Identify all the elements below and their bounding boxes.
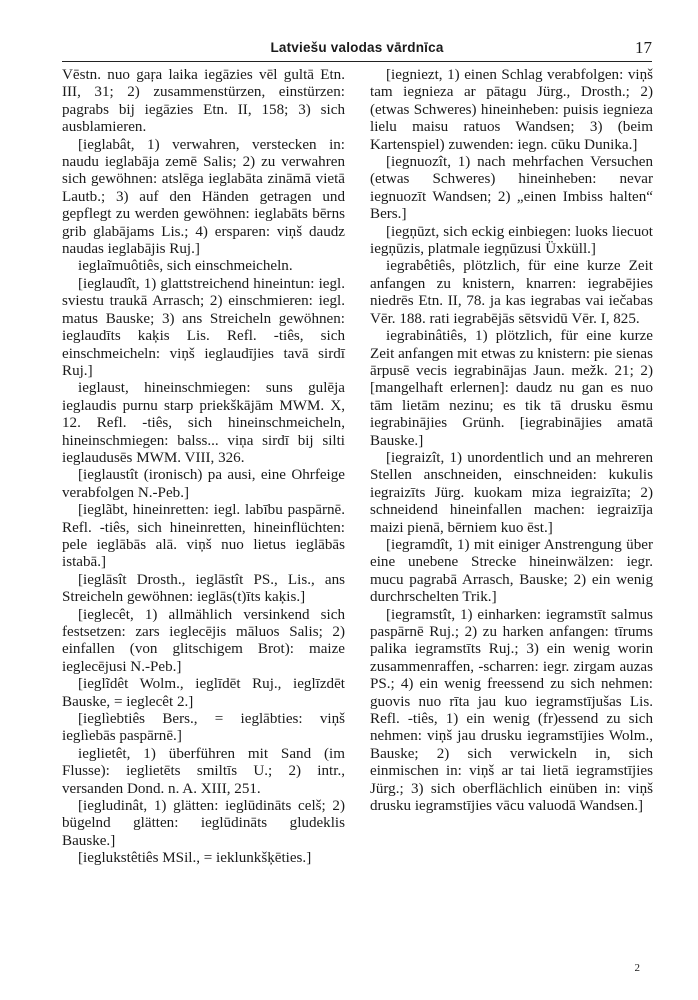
signature-mark: 2	[634, 962, 640, 974]
dictionary-entry: iegrabinâtiês, 1) plötzlich, für eine kurze Zeit anfangen mit etwas zu knistern: pie sienas ārpusē vecis iegrabinājas Jaun. mežk. 21; 2) [mangelhaft erlernen]: daudz nu gan es nuo tām lietām nezinu; es tik tā drusku ēsmu iegrabinājies Grünh. [iegrabinājies amatā Bauske.]	[370, 328, 653, 449]
dictionary-entry: [ieglìebtiês Bers., = ieglābties: viņš ieglìebās paspārnē.]	[62, 711, 345, 745]
dictionary-entry: [iegniezt, 1) einen Schlag verabfolgen: viņš tam iegnieza ar pātagu Jürg., Drosth.; 2) (etwas Schweres) hineinheben: puisis iegnieza lielu maisu ratuos Wandsen; 3) (beim Kartenspiel) zuwenden: iegn. cūku Dunika.]	[370, 67, 653, 153]
dictionary-entry: [ieglaustît (ironisch) pa ausi, eine Ohrfeige verabfolgen N.-Peb.]	[62, 467, 345, 501]
dictionary-entry: [iegludinât, 1) glätten: ieglūdināts celš; 2) bügelnd glätten: ieglūdināts gludeklis Bauske.]	[62, 798, 345, 849]
page-number: 17	[635, 38, 652, 57]
dictionary-entry: [ieglabât, 1) verwahren, verstecken in: naudu ieglabāja zemē Salis; 2) zu verwahren sich gewöhnen: atslēga ieglabāta zināmā vietā Lautb.; 3) auf den Händen getragen und gepflegt zu werden gewöhnen: ieglabāts bērns grib glabājams Lis.; 4) ersparen: viņš daudz naudas ieglabājis Ruj.]	[62, 136, 345, 258]
entry-continuation: Vēstn. nuo gaŗa laika iegāzies vēl gultā Etn. III, 31; 2) zusammenstürzen, einstürzen: pagrabs bij iegāzies Etn. II, 158; 3) sich ausblamieren.	[62, 67, 345, 136]
left-column	[62, 67, 345, 868]
dictionary-entry: [ieglĩdêt Wolm., ieglīdēt Ruj., ieglīzdēt Bauske, = ieglecêt 2.]	[62, 676, 345, 710]
dictionary-entry: ieglaĩmuôtiês, sich einschmeicheln.	[78, 258, 293, 275]
right-column	[370, 67, 653, 815]
dictionary-entry: [iegnuozît, 1) nach mehrfachen Versuchen (etwas Schweres) hineinheben: nevar iegnuozīt Wandsen; 2) „einen Imbiss halten“ Bers.]	[370, 154, 653, 223]
dictionary-entry: ieglaust, hineinschmiegen: suns gulēja ieglaudis purnu starp priekškājām MWM. X, 12. Refl. -tiês, sich hineinschmeicheln, hineinschmiegen: balss... viņa sirdī bij silti ieglaudusēs MWM. VIII, 326.	[62, 380, 345, 466]
dictionary-entry: [iegramdît, 1) mit einiger Anstrengung über eine unebene Strecke hineinwälzen: iegr. mucu pagrabā Arrasch, Bauske; 2) ein wenig durchrschelten Trik.]	[370, 536, 653, 606]
dictionary-entry: [ieglaudît, 1) glattstreichend hineintun: iegl. sviestu traukā Arrasch; 2) einschmieren: iegl. matus Bauske; 3) ans Streicheln gewöhnen: ieglaudīts kaķis Lis. Refl. -tiês, sich einschmeicheln: viņš ieglaudījies tavā sirdī Ruj.]	[62, 275, 345, 379]
dictionary-entry: [iegņūzt, sich eckig einbiegen: luoks liecuot iegņūzis, platmale iegņūzusi Üxküll.]	[370, 223, 653, 258]
dictionary-entry: [ieglecêt, 1) allmählich versinkend sich festsetzen: zars ieglecējis māluos Salis; 2) einfallen (von glitschigem Brot): maize ieglecējusi N.-Peb.]	[62, 606, 345, 675]
running-title: Latviešu valodas vārdnīca	[270, 40, 444, 55]
dictionary-entry: [ieglãbt, hineinretten: iegl. labību paspārnē. Refl. -tiês, sich hineinretten, hineinflüchten: pele ieglābās alā. viņš nuo lietus ieglābās istabā.]	[62, 502, 345, 571]
dictionary-entry: [ieglāsît Drosth., ieglāstît PS., Lis., ans Streicheln gewöhnen: ieglās(t)īts kaķis.]	[62, 571, 345, 606]
header-rule	[62, 61, 652, 62]
dictionary-entry: iegrabêtiês, plötzlich, für eine kurze Zeit anfangen zu knistern, knarren: iegrabējies niedrēs Etn. II, 78. ja kas iegrabas vai iečabas Vēr. 188. rati iegrabējās sētsvidū Vēr. I, 825.	[370, 258, 653, 327]
dictionary-entry: [iegramstît, 1) einharken: iegramstīt salmus paspārnē Ruj.; 2) zu harken anfangen: tīrums palika iegramstīts Ruj.; 3) ein wenig worin zusammenraffen, -scharren: iegr. zirgam auzas PS.; 4) ein wenig freessend zu sich nehmen: guovis nuo rīta jau kuo iegramstījušas Lis. Refl. -tiês, 1) ein wenig (fr)essend zu sich nehmen: viņš jau drusku iegramstījies Wolm., Bauske; 2) sich verwickeln in, sich einmischen in: viņš ar tai lietā iegramstījies Jürg.; 3) sich oberflächlich einüben in: viņš drusku iegramstījies vācu valuodā Wandsen.]	[370, 606, 653, 815]
dictionary-entry: [iegraizît, 1) unordentlich und an mehreren Stellen anschneiden, einschneiden: kukulis iegraizīts Jürg. kuokam miza iegraizīta; 2) schneidend hineinfallen machen: iegraizīja maizi pienā, bērniem kuo ēst.]	[370, 449, 653, 536]
dictionary-entry: ieglietêt, 1) überführen mit Sand (im Flusse): ieglietēts smiltīs U.; 2) intr., versanden Dond. n. A. XIII, 251.	[62, 745, 345, 797]
page-header	[62, 38, 652, 60]
dictionary-entry: [ieglukstêtiês MSil., = ieklunkšķēties.]	[78, 850, 312, 867]
